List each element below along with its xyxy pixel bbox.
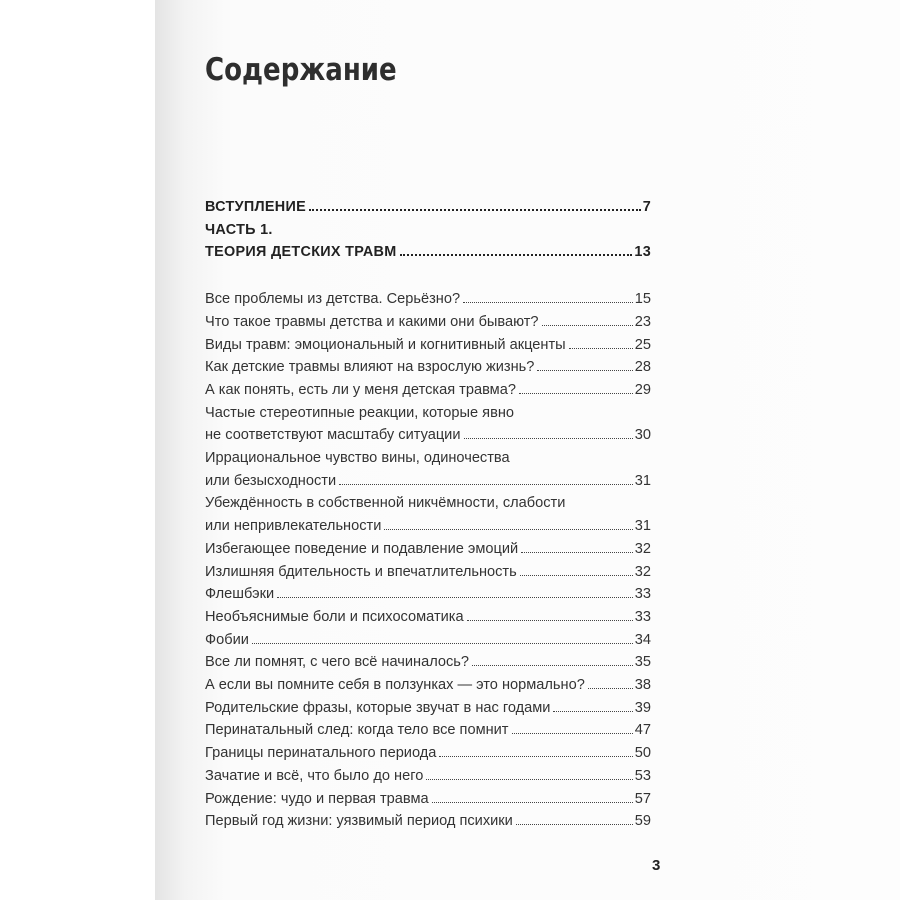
toc-entry-page: 47 (634, 722, 651, 739)
spacer (205, 264, 651, 288)
toc-entry-page: 25 (634, 336, 651, 353)
toc-entry-page: 59 (634, 813, 651, 830)
toc-entry-first-line: Иррациональное чувство вины, одиночества (205, 450, 510, 467)
toc-entry (205, 470, 651, 493)
dot-leader (439, 756, 632, 757)
toc-entry (205, 334, 651, 357)
toc-entry (205, 629, 651, 652)
toc-entry (205, 561, 651, 584)
toc-entry (205, 379, 651, 402)
toc-entry-text: Родительские фразы, которые звучат в нас годами (205, 699, 551, 716)
toc-entry-page: 33 (634, 586, 651, 603)
toc-entry-text: Виды травм: эмоциональный и когнитивный акценты (205, 336, 566, 353)
toc-entry-page: 34 (634, 631, 651, 648)
toc-entry-page: 53 (634, 767, 651, 784)
toc-entry-page: 7 (642, 199, 651, 215)
toc-entry-page: 23 (634, 313, 651, 330)
toc-entry (205, 288, 651, 311)
table-of-contents (205, 196, 651, 833)
toc-entry-page: 28 (634, 359, 651, 376)
toc-entry-text: или непривлекательности (205, 518, 382, 535)
toc-entry-first-line: Частые стереотипные реакции, которые явно (205, 404, 514, 421)
toc-entry-page: 31 (634, 518, 651, 535)
toc-entry (205, 356, 651, 379)
dot-leader (520, 575, 633, 576)
dot-leader (464, 438, 633, 439)
dot-leader (432, 802, 633, 803)
dot-leader (309, 209, 641, 211)
toc-entry-part1 (205, 241, 651, 264)
toc-entry-text: Что такое травмы детства и какими они бывают? (205, 313, 539, 330)
toc-entry-page: 39 (634, 699, 651, 716)
dot-leader (463, 302, 633, 303)
toc-entry-text: Излишняя бдительность и впечатлительность (205, 563, 517, 580)
toc-entry (205, 765, 651, 788)
toc-entry-page: 15 (634, 291, 651, 308)
toc-entry-text: А если вы помните себя в ползунках — это нормально? (205, 677, 585, 694)
dot-leader (252, 643, 633, 644)
dot-leader (512, 733, 633, 734)
toc-entry (205, 697, 651, 720)
page-title: Содержание (205, 52, 397, 88)
dot-leader (569, 348, 633, 349)
toc-entry-text: Как детские травмы влияют на взрослую жизнь? (205, 359, 535, 376)
toc-entry (205, 311, 651, 334)
dot-leader (542, 325, 633, 326)
toc-entry-text: Флешбэки (205, 586, 275, 603)
dot-leader (519, 393, 633, 394)
toc-entry-text: или безысходности (205, 472, 337, 489)
toc-entry-page: 38 (634, 677, 651, 694)
toc-entry-text: ВСТУПЛЕНИЕ (205, 199, 306, 215)
toc-entry-text: ТЕОРИЯ ДЕТСКИХ ТРАВМ (205, 244, 397, 261)
toc-entry-intro (205, 196, 651, 219)
dot-leader (384, 529, 632, 530)
dot-leader (537, 370, 632, 371)
toc-entry-text: Все ли помнят, с чего всё начиналось? (205, 654, 470, 671)
toc-entry (205, 583, 651, 606)
book-page (155, 0, 900, 900)
toc-entry-text: Избегающее поведение и подавление эмоций (205, 540, 519, 557)
toc-entry-page: 57 (634, 790, 651, 807)
page-number: 3 (652, 857, 661, 874)
toc-entry-text: не соответствуют масштабу ситуации (205, 427, 461, 444)
toc-entry (205, 606, 651, 629)
dot-leader (339, 484, 633, 485)
toc-entry (205, 424, 651, 447)
toc-entry-page: 30 (634, 427, 651, 444)
dot-leader (553, 711, 632, 712)
toc-entry-page: 13 (634, 244, 651, 261)
toc-entry-text: Необъяснимые боли и психосоматика (205, 608, 464, 625)
toc-entry (205, 515, 651, 538)
toc-entry (205, 651, 651, 674)
toc-entry-page: 31 (634, 472, 651, 489)
dot-leader (467, 620, 633, 621)
toc-entry-text: А как понять, есть ли у меня детская травма? (205, 381, 516, 398)
dot-leader (426, 779, 632, 780)
toc-entry (205, 788, 651, 811)
dot-leader (472, 665, 633, 666)
toc-entry-page: 33 (634, 608, 651, 625)
toc-entry-text: Зачатие и всё, что было до него (205, 767, 424, 784)
dot-leader (521, 552, 633, 553)
toc-entry-page: 50 (634, 745, 651, 762)
toc-entry-text: Границы перинатального периода (205, 745, 437, 762)
toc-entry-page: 35 (634, 654, 651, 671)
toc-entry-page: 32 (634, 540, 651, 557)
toc-entry-first-line: Убеждённость в собственной никчёмности, слабости (205, 495, 566, 512)
toc-entry-text: Первый год жизни: уязвимый период психики (205, 813, 513, 830)
toc-entry-text: Все проблемы из детства. Серьёзно? (205, 291, 461, 308)
toc-entry (205, 538, 651, 561)
dot-leader (588, 688, 633, 689)
toc-entry-page: 32 (634, 563, 651, 580)
toc-entry-text: Перинатальный след: когда тело все помнит (205, 722, 509, 739)
toc-part-heading: ЧАСТЬ 1. (205, 221, 273, 238)
toc-entry-list (205, 288, 651, 833)
toc-entry-page: 29 (634, 381, 651, 398)
dot-leader (400, 254, 633, 256)
dot-leader (516, 824, 633, 825)
toc-entry (205, 742, 651, 765)
toc-entry-text: Рождение: чудо и первая травма (205, 790, 429, 807)
toc-entry (205, 810, 651, 833)
toc-entry (205, 719, 651, 742)
toc-entry-text: Фобии (205, 631, 249, 648)
toc-entry (205, 674, 651, 697)
dot-leader (277, 597, 633, 598)
